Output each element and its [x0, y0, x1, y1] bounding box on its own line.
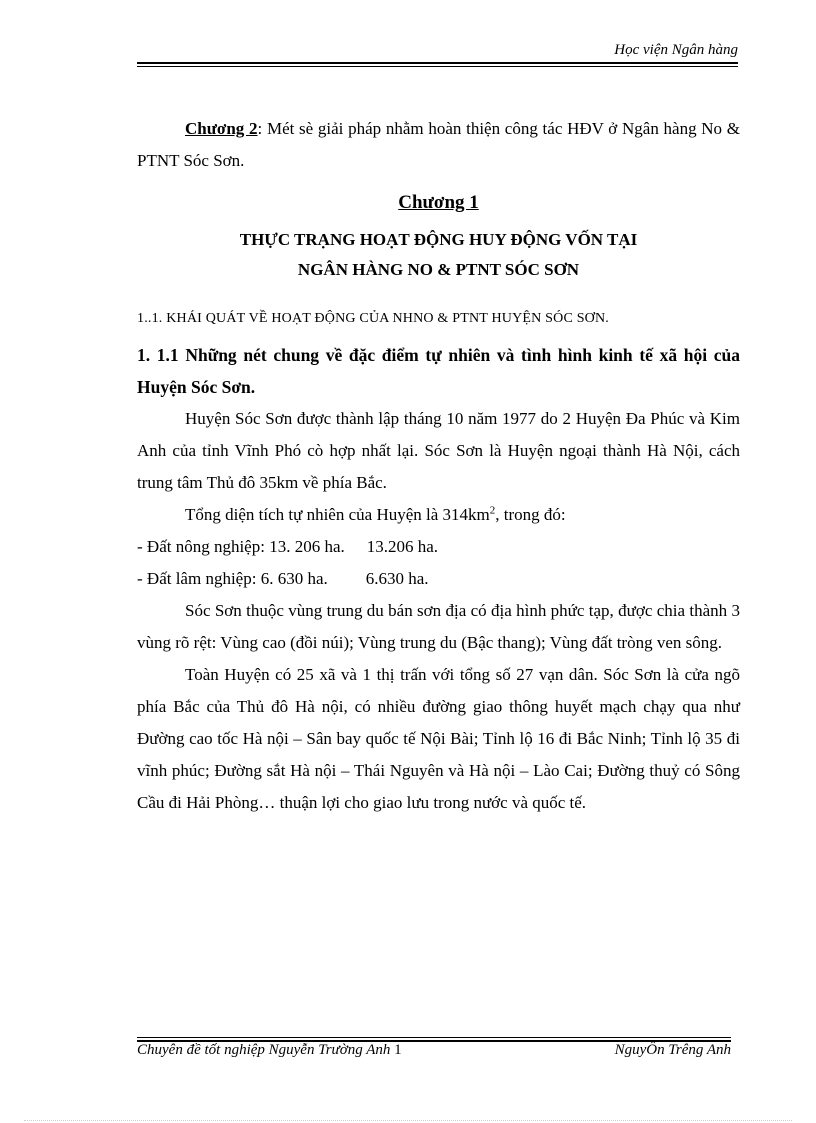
- agri-value-a: - Đất nông nghiệp: 13. 206 ha.: [137, 537, 345, 556]
- area-suffix: , trong đó:: [495, 505, 566, 524]
- paragraph-population: Toàn Huyện có 25 xã và 1 thị trấn với tổng số 27 vạn dân. Sóc Sơn là cửa ngõ phía Bắc của Thủ đô Hà nội, có nhiều đường giao thông huyết mạch chạy qua như Đường cao tốc Hà nội – Sân bay quốc tế Nội Bài; Tỉnh lộ 16 đi Bắc Ninh; Tỉnh lộ 35 đi vĩnh phúc; Đường sắt Hà nội – Thái Nguyên và Hà nội – Lào Cai; Đường thuỷ có Sông Cầu đi Hải Phòng… thuận lợi cho giao lưu trong nước và quốc tế.: [137, 665, 740, 812]
- forest-value-a: - Đất lâm nghiệp: 6. 630 ha.: [137, 569, 328, 588]
- page-bottom-edge: [24, 1120, 792, 1121]
- section-heading: 1..1. KHÁI QUÁT VỀ HOẠT ĐỘNG CỦA NHNO & PTNT HUYỆN SÓC SƠN.: [137, 311, 610, 326]
- chapter-2-text: : Mét sè giải pháp nhằm hoàn thiện công tác HĐV ở Ngân hàng No & PTNT Sóc Sơn.: [137, 119, 740, 170]
- chapter-subtitle-line-1: THỰC TRẠNG HOẠT ĐỘNG HUY ĐỘNG VỐN TẠI: [239, 230, 638, 249]
- header-rule: [137, 62, 738, 67]
- intro-paragraph: [137, 113, 740, 177]
- list-item-agricultural-land: [137, 531, 740, 563]
- footer-right: NguyÔn Trêng Anh: [614, 1042, 731, 1058]
- footer: [137, 1042, 731, 1059]
- paragraph-area: [137, 499, 740, 531]
- chapter-subtitle: [137, 225, 740, 285]
- agri-value-b: 13.206 ha.: [366, 537, 439, 556]
- area-superscript: 2: [489, 504, 496, 517]
- list-item-forest-land: [137, 563, 740, 595]
- forest-value-b: 6.630 ha.: [365, 569, 429, 588]
- area-text: Tổng diện tích tự nhiên của Huyện là 314km: [185, 505, 490, 524]
- paragraph-founding: Huyện Sóc Sơn được thành lập tháng 10 năm 1977 do 2 Huyện Đa Phúc và Kim Anh của tỉnh Vĩnh Phó cò hợp nhất lại. Sóc Sơn là Huyện ngoại thành Hà Nội, cách trung tâm Thủ đô 35km về phía Bắc.: [137, 409, 740, 492]
- subsection-heading: 1. 1.1 Những nét chung về đặc điểm tự nhiên và tình hình kinh tế xã hội của Huyện Sóc Sơn.: [137, 345, 740, 397]
- document-body: [137, 113, 740, 819]
- footer-page-number: 1: [394, 1042, 402, 1058]
- chapter-2-label: Chương 2: [185, 119, 258, 138]
- chapter-subtitle-line-2: NGÂN HÀNG NO & PTNT SÓC SƠN: [297, 260, 580, 279]
- footer-left: Chuyên đề tốt nghiệp Nguyễn Trường Anh: [137, 1042, 391, 1058]
- paragraph-terrain: Sóc Sơn thuộc vùng trung du bán sơn địa có địa hình phức tạp, được chia thành 3 vùng rõ rệt: Vùng cao (đồi núi); Vùng trung du (Bậc thang); Vùng đất tròng ven sông.: [137, 601, 740, 652]
- chapter-title: Chương 1: [398, 192, 479, 213]
- header-title: Học viện Ngân hàng: [614, 42, 738, 58]
